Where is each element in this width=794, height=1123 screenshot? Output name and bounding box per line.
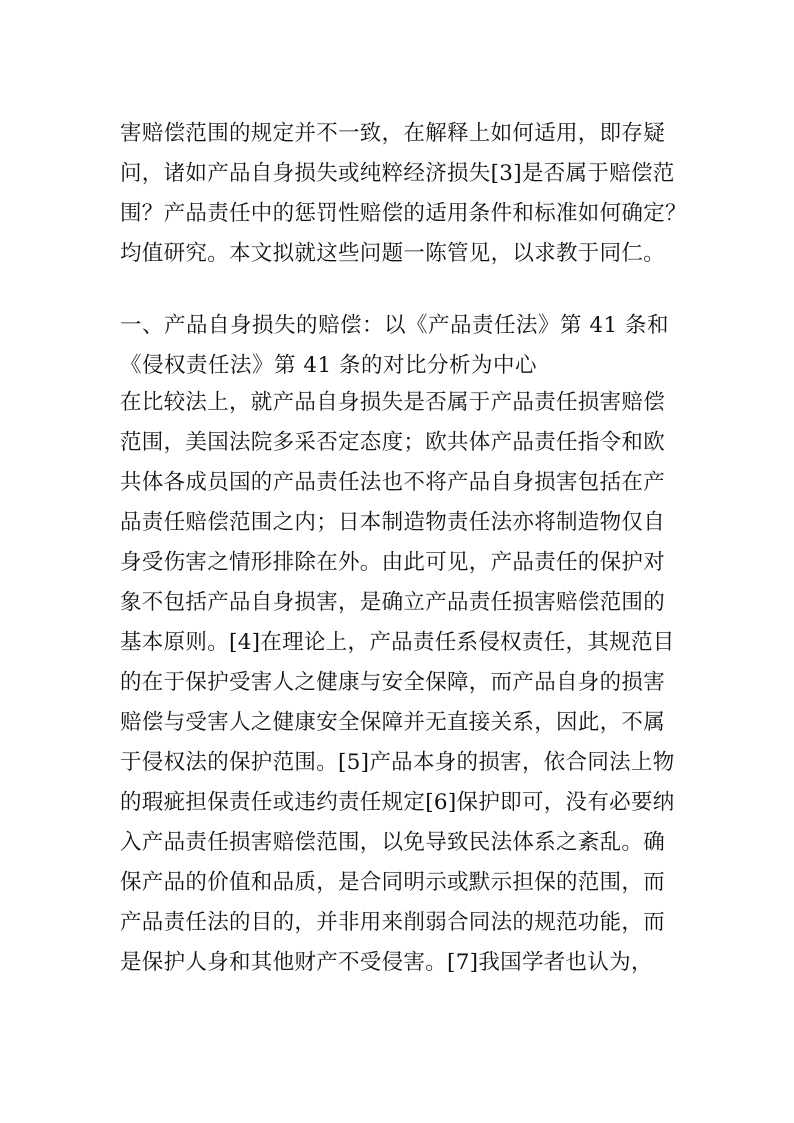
paragraph-1-line-2: 问，诸如产品自身损失或纯粹经济损失[3]是否属于赔偿范 bbox=[120, 161, 675, 186]
paragraph-1-line-3: 围？产品责任中的惩罚性赔偿的适用条件和标准如何确定？ bbox=[120, 201, 687, 226]
paragraph-2-line-4: 品责任赔偿范围之内；日本制造物责任法亦将制造物仅自 bbox=[120, 510, 666, 535]
paragraph-2-line-9: 赔偿与受害人之健康安全保障并无直接关系，因此，不属 bbox=[120, 710, 666, 735]
paragraph-2-line-7: 基本原则。[4]在理论上，产品责任系侵权责任，其规范目 bbox=[120, 630, 675, 655]
paragraph-2-line-15: 是保护人身和其他财产不受侵害。[7]我国学者也认为， bbox=[120, 950, 653, 975]
paragraph-2-line-6: 象不包括产品自身损害，是确立产品责任损害赔偿范围的 bbox=[120, 590, 666, 615]
paragraph-2-line-12: 入产品责任损害赔偿范围，以免导致民法体系之紊乱。确 bbox=[120, 830, 666, 855]
paragraph-1-line-4: 均值研究。本文拟就这些问题一陈管见，以求教于同仁。 bbox=[120, 241, 666, 266]
paragraph-2-line-1: 在比较法上，就产品自身损失是否属于产品责任损害赔偿 bbox=[120, 390, 666, 415]
paragraph-1-line-1: 害赔偿范围的规定并不一致，在解释上如何适用，即存疑 bbox=[120, 121, 666, 146]
paragraph-2-line-14: 产品责任法的目的，并非用来削弱合同法的规范功能，而 bbox=[120, 910, 666, 935]
paragraph-2-line-8: 的在于保护受害人之健康与安全保障，而产品自身的损害 bbox=[120, 670, 666, 695]
paragraph-2-line-10: 于侵权法的保护范围。[5]产品本身的损害，依合同法上物 bbox=[120, 750, 675, 775]
section-heading-line-1: 一、产品自身损失的赔偿：以《产品责任法》第 41 条和 bbox=[120, 313, 670, 338]
paragraph-2-line-2: 范围，美国法院多采否定态度；欧共体产品责任指令和欧 bbox=[120, 430, 666, 455]
paragraph-2-line-5: 身受伤害之情形排除在外。由此可见，产品责任的保护对 bbox=[120, 550, 666, 575]
paragraph-2-line-13: 保产品的价值和品质，是合同明示或默示担保的范围，而 bbox=[120, 870, 666, 895]
section-heading-line-2: 《侵权责任法》第 41 条的对比分析为中心 bbox=[120, 353, 538, 378]
paragraph-2-line-11: 的瑕疵担保责任或违约责任规定[6]保护即可，没有必要纳 bbox=[120, 790, 675, 815]
paragraph-2-line-3: 共体各成员国的产品责任法也不将产品自身损害包括在产 bbox=[120, 470, 666, 495]
